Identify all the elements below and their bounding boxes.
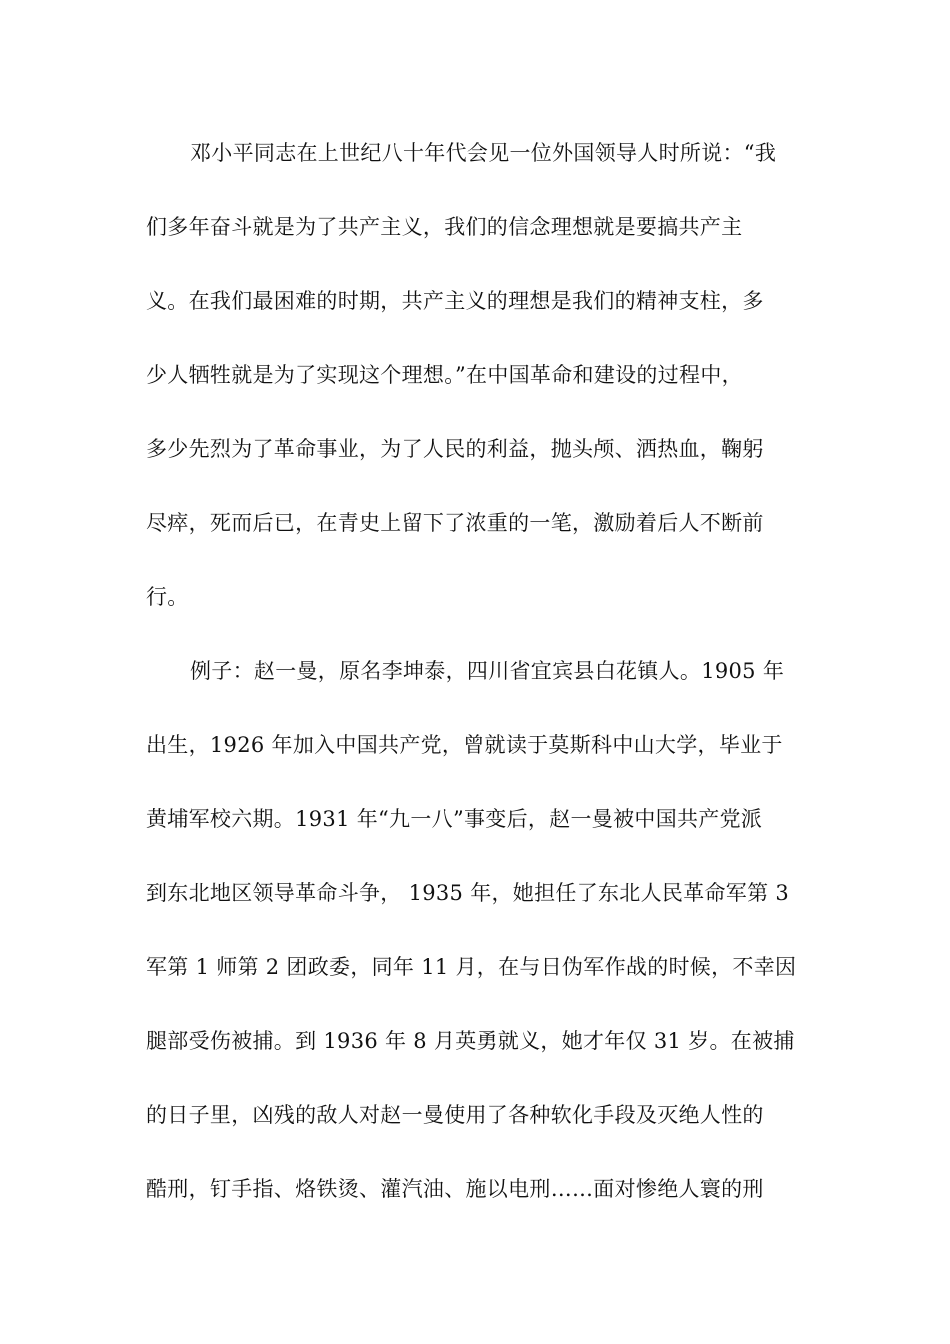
text-line: 邓小平同志在上世纪八十年代会见一位外国领导人时所说：“我 (190, 141, 777, 165)
paragraph-deng-xiaoping-quote (146, 130, 808, 648)
text-line: 黄埔军校六期。1931 年“九一八”事变后，赵一曼被中国共产党派 (146, 807, 763, 831)
text-line: 的日子里，凶残的敌人对赵一曼使用了各种软化手段及灭绝人性的 (146, 1103, 764, 1127)
text-line: 到东北地区领导革命斗争， 1935 年，她担任了东北人民革命军第 3 (146, 881, 790, 905)
text-line: 腿部受伤被捕。到 1936 年 8 月英勇就义，她才年仅 31 岁。在被捕 (146, 1029, 795, 1053)
text-line: 尽瘁，死而后已，在青史上留下了浓重的一笔，激励着后人不断前 (146, 511, 764, 535)
text-line: 少人牺牲就是为了实现这个理想。”在中国革命和建设的过程中， (146, 363, 743, 387)
text-line: 出生，1926 年加入中国共产党，曾就读于莫斯科中山大学，毕业于 (146, 733, 783, 757)
text-line: 多少先烈为了革命事业，为了人民的利益，抛头颅、洒热血，鞠躬 (146, 437, 764, 461)
text-line: 义。在我们最困难的时期，共产主义的理想是我们的精神支柱，多 (146, 289, 764, 313)
text-line: 例子：赵一曼，原名李坤泰，四川省宜宾县白花镇人。1905 年 (190, 659, 785, 683)
text-line: 酷刑，钉手指、烙铁烫、灌汽油、施以电刑……面对惨绝人寰的刑 (146, 1177, 764, 1201)
text-line: 军第 1 师第 2 团政委，同年 11 月，在与日伪军作战的时候，不幸因 (146, 955, 797, 979)
text-line: 们多年奋斗就是为了共产主义，我们的信念理想就是要搞共产主 (146, 215, 743, 239)
paragraph-zhao-yiman-example (146, 648, 808, 1240)
document-body (146, 130, 808, 1240)
text-line: 行。 (146, 585, 189, 609)
